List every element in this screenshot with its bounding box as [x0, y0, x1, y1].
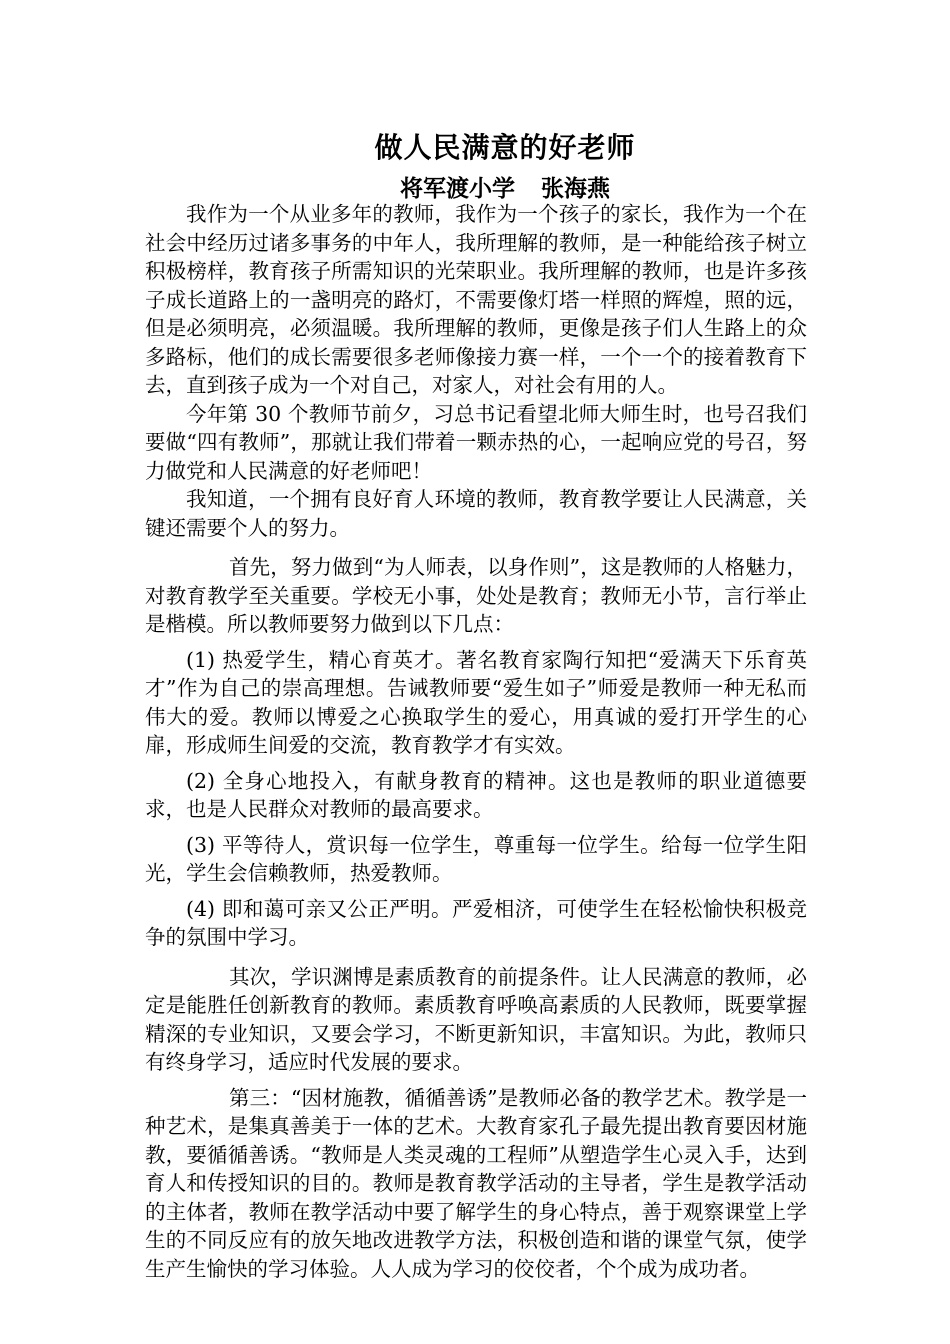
list-item-4: (4) 即和蔼可亲又公正严明。严爱相济，可使学生在轻松愉快积极竞争的氛围中学习。 — [145, 896, 807, 949]
paragraph-second-point: 其次，学识渊博是素质教育的前提条件。让人民满意的教师，必定是能胜任创新教育的教师。素质教育呼唤高素质的人民教师，既要掌握精深的专业知识，又要会学习，不断更新知识，丰富知识。为此，教师只有终身学习，适应时代发展的要求。 — [145, 964, 807, 1074]
paragraph-intro: 我作为一个从业多年的教师，我作为一个孩子的家长，我作为一个在社会中经历过诸多事务的中年人，我所理解的教师，是一种能给孩子树立积极榜样，教育孩子所需知识的光荣职业。我所理解的教师，也是许多孩子成长道路上的一盏明亮的路灯，不需要像灯塔一样照的辉煌，照的远，但是必须明亮，必须温暖。我所理解的教师，更像是孩子们人生路上的众多路标，他们的成长需要很多老师像接力赛一样，一个一个的接着教育下去，直到孩子成为一个对自己，对家人，对社会有用的人。 — [145, 202, 807, 397]
document-title: 做人民满意的好老师 — [374, 131, 636, 164]
paragraph-teachers-day: 今年第 30 个教师节前夕，习总书记看望北师大师生时，也号召我们要做“四有教师”，那就让我们带着一颗赤热的心，一起响应党的号召，努力做党和人民满意的好老师吧！ — [145, 401, 807, 483]
document-body — [145, 200, 807, 1283]
paragraph-personal-effort: 我知道，一个拥有良好育人环境的教师，教育教学要让人民满意，关键还需要个人的努力。 — [145, 487, 807, 540]
list-item-2: (2) 全身心地投入，有献身教育的精神。这也是教师的职业道德要求，也是人民群众对教师的最高要求。 — [145, 768, 807, 821]
paragraph-first-point: 首先，努力做到“为人师表，以身作则”，这是教师的人格魅力，对教育教学至关重要。学校无小事，处处是教育；教师无小节，言行举止是楷模。所以教师要努力做到以下几点： — [145, 555, 807, 636]
paragraph-third-point: 第三：“因材施教，循循善诱”是教师必备的教学艺术。教学是一种艺术，是集真善美于一体的艺术。大教育家孔子最先提出教育要因材施教，要循循善诱。“教师是人类灵魂的工程师”从塑造学生心灵入手，达到育人和传授知识的目的。教师是教育教学活动的主导者，学生是教学活动的主体者，教师在教学活动中要了解学生的身心特点，善于观察课堂上学生的不同反应有的放矢地改进教学方法，积极创造和谐的课堂气氛，使学生产生愉快的学习体验。人人成为学习的佼佼者，个个成为成功者。 — [145, 1085, 807, 1281]
list-item-1: (1) 热爱学生，精心育英才。著名教育家陶行知把“爱满天下乐育英才”作为自己的崇高理想。告诫教师要“爱生如子”师爱是教师一种无私而伟大的爱。教师以博爱之心换取学生的爱心，用真诚的爱打开学生的心扉，形成师生间爱的交流，教育教学才有实效。 — [145, 647, 807, 757]
school-name: 将军渡小学 — [400, 175, 515, 202]
author-name: 张海燕 — [541, 175, 610, 202]
list-item-3: (3) 平等待人，赏识每一位学生，尊重每一位学生。给每一位学生阳光，学生会信赖教师，热爱教师。 — [145, 832, 807, 885]
